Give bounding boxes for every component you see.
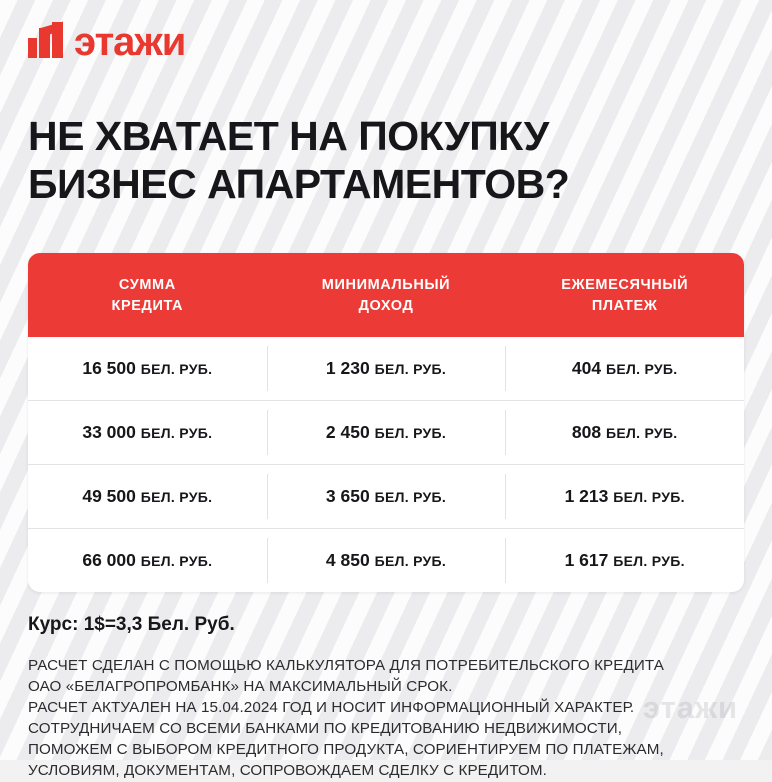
buildings-icon	[28, 23, 64, 61]
column-header-income-line2: ДОХОД	[358, 297, 414, 314]
unit-label: БЕЛ. РУБ.	[374, 424, 447, 441]
unit-label: БЕЛ. РУБ.	[140, 552, 213, 569]
cell-amount	[28, 337, 267, 400]
value-payment: 1 617	[564, 549, 609, 570]
cell-income	[267, 529, 506, 592]
page-title	[28, 112, 744, 209]
unit-label: БЕЛ. РУБ.	[374, 488, 447, 505]
unit-label: БЕЛ. РУБ.	[605, 424, 678, 441]
cell-payment	[505, 337, 744, 400]
cell-payment	[505, 529, 744, 592]
unit-label: БЕЛ. РУБ.	[613, 488, 685, 505]
exchange-rate-note: Курс: 1$=3,3 Бел. Руб.	[28, 613, 235, 635]
unit-label: БЕЛ. РУБ.	[374, 552, 447, 569]
headline-line-2: БИЗНЕС АПАРТАМЕНТОВ?	[28, 161, 570, 208]
brand-logo	[28, 0, 744, 68]
column-header-payment-line2: ПЛАТЕЖ	[591, 297, 658, 314]
unit-label: БЕЛ. РУБ.	[605, 360, 678, 377]
table-row	[28, 529, 744, 592]
column-header-payment	[505, 253, 744, 337]
cell-income	[267, 465, 506, 528]
value-amount: 66 000	[82, 549, 136, 570]
table-row	[28, 337, 744, 401]
disclaimer-line-5: ПОМОЖЕМ С ВЫБОРОМ КРЕДИТНОГО ПРОДУКТА, СОРИЕНТИРУЕМ ПО ПЛАТЕЖАМ,	[28, 740, 664, 758]
cell-payment	[505, 465, 744, 528]
unit-label: БЕЛ. РУБ.	[613, 552, 685, 569]
value-amount: 16 500	[82, 357, 136, 378]
column-header-income-line1: МИНИМАЛЬНЫЙ	[321, 276, 451, 293]
credit-table	[28, 253, 744, 592]
value-payment: 808	[571, 421, 602, 442]
unit-label: БЕЛ. РУБ.	[140, 424, 213, 441]
disclaimer-line-6: УСЛОВИЯМ, ДОКУМЕНТАМ, СОПРОВОЖДАЕМ СДЕЛКУ С КРЕДИТОМ.	[28, 761, 547, 779]
cell-amount	[28, 529, 267, 592]
value-income: 2 450	[325, 421, 370, 442]
table-header-row	[28, 253, 744, 337]
value-income: 1 230	[325, 357, 370, 378]
value-payment: 404	[571, 357, 602, 378]
unit-label: БЕЛ. РУБ.	[374, 360, 447, 377]
disclaimer-line-2: ОАО «БЕЛАГРОПРОМБАНК» НА МАКСИМАЛЬНЫЙ СРОК.	[28, 677, 453, 695]
column-header-income	[267, 253, 506, 337]
cell-amount	[28, 465, 267, 528]
value-payment: 1 213	[564, 485, 609, 506]
disclaimer-line-4: СОТРУДНИЧАЕМ СО ВСЕМИ БАНКАМИ ПО КРЕДИТОВАНИЮ НЕДВИЖИМОСТИ,	[28, 719, 623, 737]
disclaimer-line-3: РАСЧЕТ АКТУАЛЕН НА 15.04.2024 ГОД И НОСИТ ИНФОРМАЦИОННЫЙ ХАРАКТЕР.	[28, 698, 635, 716]
table-row	[28, 401, 744, 465]
table-row	[28, 465, 744, 529]
column-header-payment-line1: ЕЖЕМЕСЯЧНЫЙ	[561, 276, 689, 293]
unit-label: БЕЛ. РУБ.	[140, 360, 213, 377]
cell-amount	[28, 401, 267, 464]
column-header-amount-line2: КРЕДИТА	[111, 297, 184, 314]
watermark: этажи	[642, 690, 738, 725]
disclaimer-line-1: РАСЧЕТ СДЕЛАН С ПОМОЩЬЮ КАЛЬКУЛЯТОРА ДЛЯ ПОТРЕБИТЕЛЬСКОГО КРЕДИТА	[28, 656, 664, 674]
cell-income	[267, 401, 506, 464]
cell-income	[267, 337, 506, 400]
cell-payment	[505, 401, 744, 464]
value-amount: 49 500	[82, 485, 136, 506]
value-income: 4 850	[325, 549, 370, 570]
column-header-amount-line1: СУММА	[118, 276, 176, 293]
value-amount: 33 000	[82, 421, 136, 442]
value-income: 3 650	[325, 485, 370, 506]
column-header-amount	[28, 253, 267, 337]
unit-label: БЕЛ. РУБ.	[140, 488, 213, 505]
disclaimer-text	[28, 656, 744, 782]
headline-line-1: НЕ ХВАТАЕТ НА ПОКУПКУ	[28, 113, 549, 159]
brand-name: этажи	[74, 20, 186, 64]
